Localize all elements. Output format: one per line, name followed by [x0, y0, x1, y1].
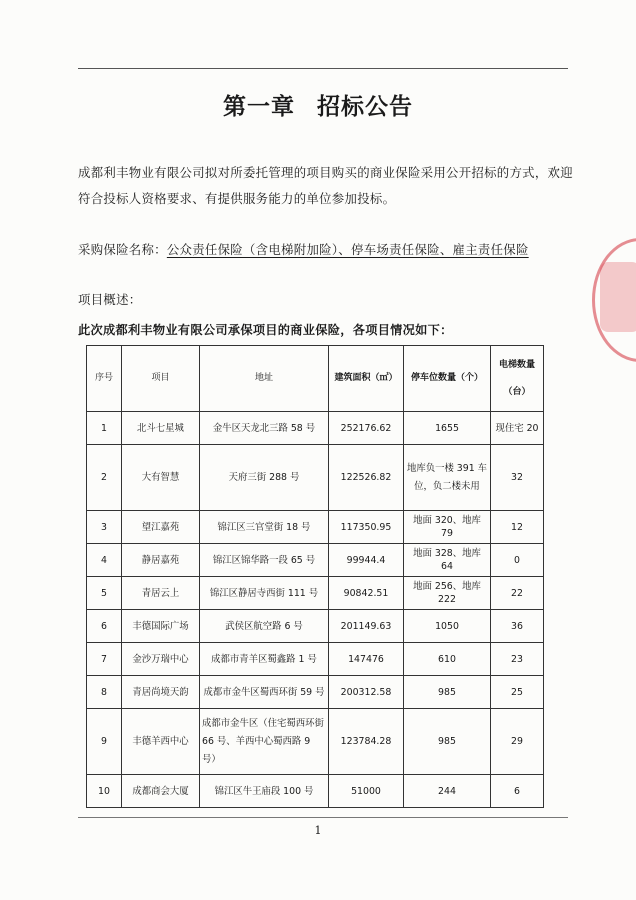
- table-row: [87, 412, 544, 445]
- project-table: [86, 345, 544, 808]
- header-elevator-line1: 电梯数量: [498, 359, 535, 370]
- cell-parking: 244: [404, 775, 491, 808]
- insurance-label: 采购保险名称：: [78, 242, 167, 257]
- cell-no: 3: [87, 511, 122, 544]
- chapter-label: 第一章: [223, 93, 295, 120]
- cell-area: 90842.51: [329, 577, 404, 610]
- cell-elevator: 现住宅 20: [491, 412, 544, 445]
- insurance-value: 公众责任保险（含电梯附加险）、停车场责任保险、雇主责任保险: [166, 242, 529, 257]
- cell-project: 北斗七星城: [122, 412, 200, 445]
- cell-elevator: 36: [491, 610, 544, 643]
- cell-area: 201149.63: [329, 610, 404, 643]
- header-elevator: [491, 346, 544, 412]
- table-row: [87, 676, 544, 709]
- table-row: [87, 610, 544, 643]
- cell-area: 122526.82: [329, 445, 404, 511]
- cell-no: 7: [87, 643, 122, 676]
- header-no: 序号: [87, 346, 122, 412]
- bottom-rule: [78, 817, 568, 818]
- cell-parking: 地面 320、地库 79: [404, 511, 491, 544]
- cell-elevator: 0: [491, 544, 544, 577]
- cell-address: 锦江区三官堂街 18 号: [200, 511, 329, 544]
- page-number: 1: [314, 824, 322, 837]
- cell-project: 青居尚境天韵: [122, 676, 200, 709]
- header-area: 建筑面积（㎡）: [329, 346, 404, 412]
- header-parking: 停车位数量（个）: [404, 346, 491, 412]
- cell-area: 51000: [329, 775, 404, 808]
- page-title: [0, 88, 636, 121]
- cell-parking: 地面 256、地库 222: [404, 577, 491, 610]
- table-row: [87, 445, 544, 511]
- table-row: [87, 511, 544, 544]
- cell-area: 200312.58: [329, 676, 404, 709]
- cell-no: 1: [87, 412, 122, 445]
- cell-no: 5: [87, 577, 122, 610]
- cell-address: 武侯区航空路 6 号: [200, 610, 329, 643]
- cell-area: 99944.4: [329, 544, 404, 577]
- cell-area: 147476: [329, 643, 404, 676]
- table-row: [87, 544, 544, 577]
- insurance-line: [78, 237, 578, 263]
- cell-area: 117350.95: [329, 511, 404, 544]
- cell-project: 静居嘉苑: [122, 544, 200, 577]
- cell-no: 2: [87, 445, 122, 511]
- cell-address: 成都市青羊区蜀鑫路 1 号: [200, 643, 329, 676]
- cell-area: 252176.62: [329, 412, 404, 445]
- cell-address: 天府三街 288 号: [200, 445, 329, 511]
- cell-project: 成都商会大厦: [122, 775, 200, 808]
- cell-project: 金沙万瑞中心: [122, 643, 200, 676]
- cell-no: 10: [87, 775, 122, 808]
- cell-address: 锦江区锦华路一段 65 号: [200, 544, 329, 577]
- cell-address: 金牛区天龙北三路 58 号: [200, 412, 329, 445]
- cell-project: 丰德羊西中心: [122, 709, 200, 775]
- cell-parking: 985: [404, 676, 491, 709]
- cell-elevator: 6: [491, 775, 544, 808]
- top-rule: [78, 68, 568, 69]
- cell-elevator: 22: [491, 577, 544, 610]
- cell-parking: 地库负一楼 391 车位，负二楼未用: [404, 445, 491, 511]
- cell-elevator: 23: [491, 643, 544, 676]
- cell-elevator: 29: [491, 709, 544, 775]
- chapter-name: 招标公告: [317, 93, 413, 120]
- cell-parking: 1655: [404, 412, 491, 445]
- cell-parking: 1050: [404, 610, 491, 643]
- cell-no: 8: [87, 676, 122, 709]
- cell-elevator: 32: [491, 445, 544, 511]
- cell-project: 青居云上: [122, 577, 200, 610]
- cell-project: 望江嘉苑: [122, 511, 200, 544]
- red-seal-fill: [600, 262, 636, 332]
- table-row: [87, 577, 544, 610]
- table-header-row: [87, 346, 544, 412]
- cell-address: 成都市金牛区（住宅蜀西环街 66 号、羊西中心蜀西路 9 号）: [200, 709, 329, 775]
- header-project: 项目: [122, 346, 200, 412]
- cell-address: 锦江区牛王庙段 100 号: [200, 775, 329, 808]
- header-elevator-line2: （台）: [503, 386, 531, 397]
- cell-project: 丰德国际广场: [122, 610, 200, 643]
- cell-no: 4: [87, 544, 122, 577]
- cell-project: 大有智慧: [122, 445, 200, 511]
- cell-address: 锦江区静居寺西街 111 号: [200, 577, 329, 610]
- cell-parking: 地面 328、地库 64: [404, 544, 491, 577]
- cell-address: 成都市金牛区蜀西环街 59 号: [200, 676, 329, 709]
- cell-no: 6: [87, 610, 122, 643]
- overview-text: 此次成都利丰物业有限公司承保项目的商业保险，各项目情况如下：: [78, 323, 453, 337]
- table-row: [87, 775, 544, 808]
- cell-parking: 610: [404, 643, 491, 676]
- intro-paragraph: 成都利丰物业有限公司拟对所委托管理的项目购买的商业保险采用公开招标的方式，欢迎符合投标人资格要求、有提供服务能力的单位参加投标。: [78, 165, 573, 206]
- cell-no: 9: [87, 709, 122, 775]
- cell-area: 123784.28: [329, 709, 404, 775]
- cell-elevator: 12: [491, 511, 544, 544]
- cell-elevator: 25: [491, 676, 544, 709]
- table-row: [87, 643, 544, 676]
- table-row: [87, 709, 544, 775]
- overview-label: 项目概述：: [78, 292, 142, 307]
- header-address: 地址: [200, 346, 329, 412]
- cell-parking: 985: [404, 709, 491, 775]
